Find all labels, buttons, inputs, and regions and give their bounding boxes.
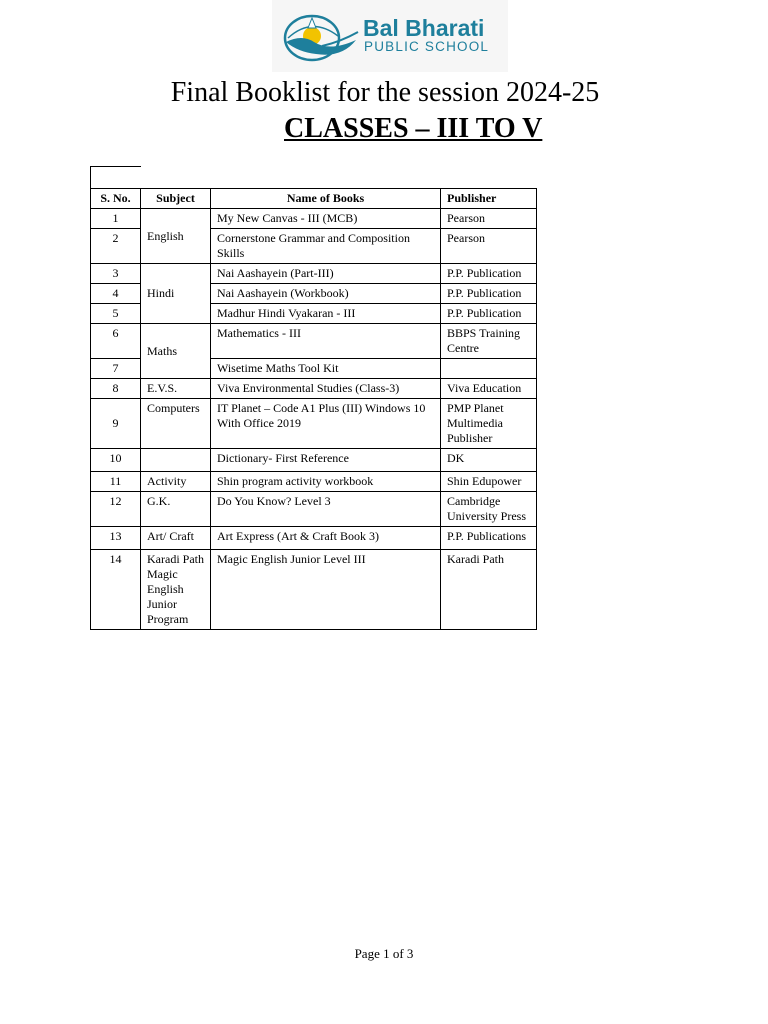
page-number-footer: Page 1 of 3 — [354, 946, 414, 961]
publisher-cell: P.P. Publication — [441, 264, 537, 284]
header-sno: S. No. — [91, 189, 141, 209]
publisher-cell: Pearson — [441, 229, 537, 264]
table-row — [91, 379, 537, 399]
subject-cell: Art/ Craft — [141, 527, 211, 550]
table-corner-stub — [90, 166, 141, 189]
publisher-cell: P.P. Publication — [441, 284, 537, 304]
book-cell: Shin program activity workbook — [211, 472, 441, 492]
publisher-cell: BBPS Training Centre — [441, 324, 537, 359]
table-header-row — [91, 189, 537, 209]
table-row — [91, 472, 537, 492]
table-row — [91, 324, 537, 359]
book-cell: Art Express (Art & Craft Book 3) — [211, 527, 441, 550]
sno-cell: 12 — [91, 492, 141, 527]
subject-cell: Karadi Path Magic English Junior Program — [141, 550, 211, 630]
sno-cell: 11 — [91, 472, 141, 492]
publisher-cell: Cambridge University Press — [441, 492, 537, 527]
book-cell: My New Canvas - III (MCB) — [211, 209, 441, 229]
publisher-cell — [441, 359, 537, 379]
table-row — [91, 209, 537, 229]
publisher-cell: PMP Planet Multimedia Publisher — [441, 399, 537, 449]
subject-cell: E.V.S. — [141, 379, 211, 399]
book-cell: Cornerstone Grammar and Composition Skills — [211, 229, 441, 264]
header-book: Name of Books — [211, 189, 441, 209]
school-name: Bal Bharati — [363, 15, 485, 41]
table-row — [91, 449, 537, 472]
subject-cell: Activity — [141, 472, 211, 492]
sno-cell: 4 — [91, 284, 141, 304]
publisher-cell: Pearson — [441, 209, 537, 229]
booklist-table — [90, 188, 537, 630]
book-cell: Madhur Hindi Vyakaran - III — [211, 304, 441, 324]
header-publisher: Publisher — [441, 189, 537, 209]
subject-cell: G.K. — [141, 492, 211, 527]
school-emblem-icon — [282, 12, 360, 64]
book-cell: Do You Know? Level 3 — [211, 492, 441, 527]
table-row — [91, 550, 537, 630]
sno-cell: 10 — [91, 449, 141, 472]
publisher-cell: P.P. Publications — [441, 527, 537, 550]
publisher-cell: P.P. Publication — [441, 304, 537, 324]
school-name-subtitle: PUBLIC SCHOOL — [364, 39, 490, 54]
header-subject: Subject — [141, 189, 211, 209]
book-cell: Nai Aashayein (Workbook) — [211, 284, 441, 304]
sno-cell: 7 — [91, 359, 141, 379]
sno-cell: 1 — [91, 209, 141, 229]
publisher-cell: Viva Education — [441, 379, 537, 399]
book-cell: Mathematics - III — [211, 324, 441, 359]
sno-cell: 8 — [91, 379, 141, 399]
book-cell: Wisetime Maths Tool Kit — [211, 359, 441, 379]
book-cell: IT Planet – Code A1 Plus (III) Windows 10 With Office 2019 — [211, 399, 441, 449]
sno-cell: 6 — [91, 324, 141, 359]
subject-cell-maths: Maths — [141, 324, 211, 379]
table-row — [91, 399, 537, 449]
book-cell: Dictionary- First Reference — [211, 449, 441, 472]
book-cell: Viva Environmental Studies (Class-3) — [211, 379, 441, 399]
publisher-cell: Karadi Path — [441, 550, 537, 630]
book-cell: Magic English Junior Level III — [211, 550, 441, 630]
table-row — [91, 527, 537, 550]
subject-cell: Computers — [141, 399, 211, 449]
book-cell: Nai Aashayein (Part-III) — [211, 264, 441, 284]
sno-cell: 9 — [91, 399, 141, 449]
table-row — [91, 492, 537, 527]
publisher-cell: DK — [441, 449, 537, 472]
page-title: Final Booklist for the session 2024-25 — [170, 77, 600, 108]
school-logo — [272, 0, 508, 72]
page-subtitle: CLASSES – III TO V — [284, 113, 543, 144]
subject-cell-hindi: Hindi — [141, 264, 211, 324]
subject-cell-english: English — [141, 209, 211, 264]
sno-cell: 5 — [91, 304, 141, 324]
sno-cell: 3 — [91, 264, 141, 284]
sno-cell: 2 — [91, 229, 141, 264]
sno-cell: 13 — [91, 527, 141, 550]
publisher-cell: Shin Edupower — [441, 472, 537, 492]
subject-cell — [141, 449, 211, 472]
table-row — [91, 264, 537, 284]
sno-cell: 14 — [91, 550, 141, 630]
